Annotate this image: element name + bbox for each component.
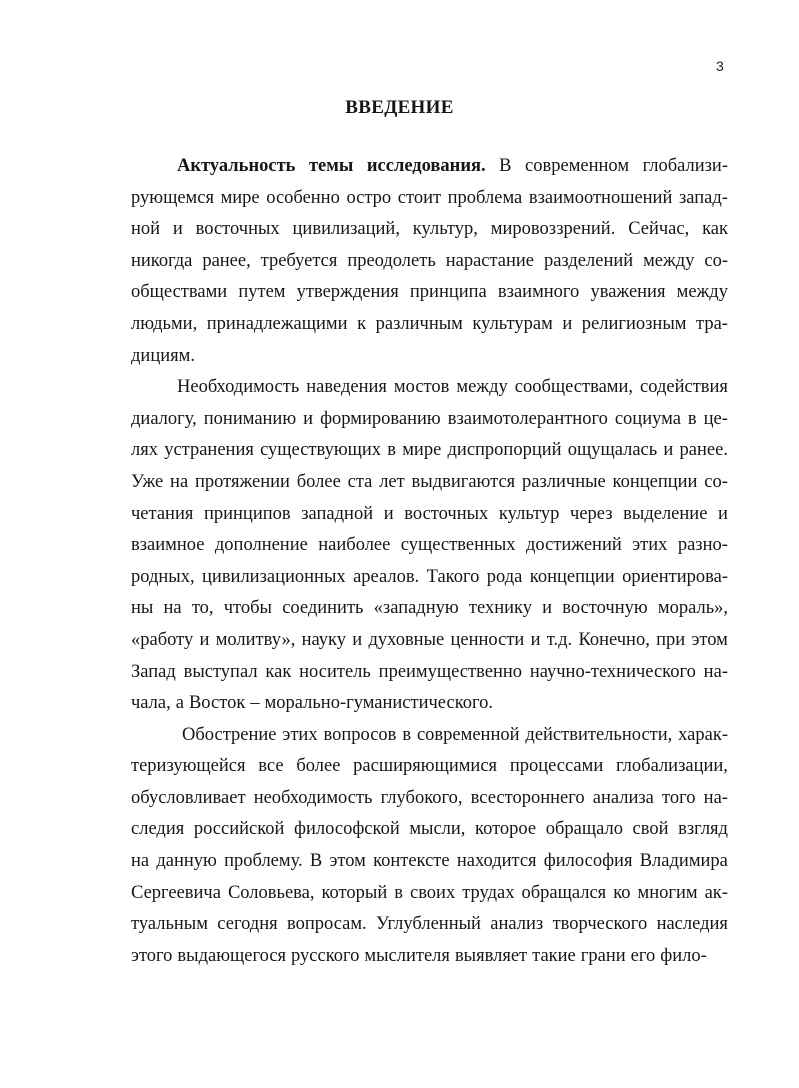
text-line [131, 183, 728, 215]
word: Необходимость [177, 377, 300, 398]
word: существенных [400, 535, 516, 556]
word: дополнение [214, 535, 308, 556]
word: диалогу, [131, 408, 197, 429]
word: выявляет [454, 945, 528, 966]
word: Углубленный [376, 914, 481, 935]
text-line [131, 151, 728, 183]
word: и [199, 629, 210, 650]
word: содействия [640, 377, 728, 398]
word: взаимное [131, 535, 205, 556]
word: остро [346, 187, 392, 208]
word: между [643, 250, 695, 271]
word: рода [486, 566, 523, 587]
text-line [131, 909, 728, 941]
word: и [303, 408, 314, 429]
paragraph [131, 720, 728, 973]
word: морально-гуманистического. [264, 693, 493, 714]
word: Запад [131, 661, 176, 682]
word: родных, [131, 566, 195, 587]
word: Конечно, [578, 629, 650, 650]
text-line [131, 751, 728, 783]
word: анализа [592, 787, 654, 808]
word: ак- [704, 882, 728, 903]
word: Уже [131, 471, 164, 492]
word: принадлежащими [206, 313, 348, 334]
word: культурам [472, 313, 553, 334]
word: философской [294, 819, 400, 840]
word: глобализации, [616, 756, 728, 777]
word: соединить [282, 598, 364, 619]
word: который [321, 882, 388, 903]
word: диспропорций [447, 440, 562, 461]
word: Владимира [639, 851, 728, 872]
word: глобализи- [642, 156, 728, 176]
section-heading: ВВЕДЕНИЕ [345, 97, 454, 118]
word: ориентирова- [622, 566, 728, 587]
word: проблема [447, 187, 523, 208]
word: на- [703, 787, 728, 808]
word: трудах [462, 882, 515, 903]
word: сегодня [217, 914, 278, 935]
word: русского [291, 945, 360, 966]
word: харак- [678, 724, 728, 745]
word: глубокого, [380, 787, 463, 808]
word: стоит [397, 187, 442, 208]
word: между [676, 282, 728, 303]
text-line [131, 341, 728, 373]
word: мире [220, 187, 260, 208]
word: чала, [131, 693, 171, 714]
word: Обострение [182, 724, 277, 745]
word: контексте [373, 851, 450, 872]
word: протяжении [194, 471, 290, 492]
word: ранее. [679, 440, 728, 461]
word: на- [703, 661, 728, 682]
word: многим [637, 882, 698, 903]
text-line [131, 593, 728, 625]
word: на [131, 851, 150, 872]
word: наведения [306, 377, 387, 398]
word: всестороннего [470, 787, 585, 808]
word: культур [498, 503, 560, 524]
text-line [131, 530, 728, 562]
word: социума [614, 408, 681, 429]
word: более [296, 756, 341, 777]
word: наследия [656, 914, 728, 935]
word: религиозным [581, 313, 687, 334]
word: мировоззрений. [490, 219, 616, 240]
word: и [718, 503, 728, 524]
word: в [402, 724, 412, 745]
word: дициям. [131, 345, 195, 366]
word: обусловливает [131, 787, 246, 808]
word: «западную [373, 598, 459, 619]
word: культур, [412, 219, 478, 240]
word: четания [131, 503, 194, 524]
word: и [663, 440, 674, 461]
word: принципов [203, 503, 291, 524]
word: расширяющимися [353, 756, 498, 777]
word: на [163, 598, 182, 619]
word: никогда [131, 250, 193, 271]
word: чтобы [223, 598, 272, 619]
word: теризующейся [131, 756, 246, 777]
word: которое [475, 819, 537, 840]
word: грани [580, 945, 626, 966]
word: вопросам. [286, 914, 367, 935]
word: как [702, 219, 728, 240]
word: со- [704, 471, 728, 492]
text-line [131, 214, 728, 246]
text-line [131, 277, 728, 309]
word: достижений [525, 535, 622, 556]
word: восточных [404, 503, 489, 524]
word: выдающегося [177, 945, 287, 966]
word: то, [191, 598, 214, 619]
word: запад- [678, 187, 728, 208]
word: тра- [696, 313, 728, 334]
word: своих [409, 882, 456, 903]
word: этом [329, 851, 366, 872]
word: принципа [409, 282, 487, 303]
word: современном [525, 156, 630, 176]
word: обществами [131, 282, 228, 303]
word: различным [375, 313, 463, 334]
word: це- [703, 408, 728, 429]
word: выделение [623, 503, 708, 524]
word: выдвигаются [411, 471, 516, 492]
word: цивилизаций, [292, 219, 400, 240]
paragraph [131, 151, 728, 372]
word: сообществами, [514, 377, 634, 398]
word: действительности, [525, 724, 673, 745]
word: выступал [183, 661, 258, 682]
text-line [131, 372, 728, 404]
word: восточных [195, 219, 280, 240]
word: при [656, 629, 686, 650]
word: проблему. [224, 851, 303, 872]
word: формированию [320, 408, 441, 429]
word: различные [521, 471, 606, 492]
text-line [131, 783, 728, 815]
word: в [394, 882, 403, 903]
text-line [131, 814, 728, 846]
word: духовные [368, 629, 445, 650]
word: взаимного [497, 282, 580, 303]
word: и [352, 629, 363, 650]
word: В [499, 156, 512, 176]
word: Сергеевича [131, 882, 221, 903]
text-line [131, 941, 728, 973]
word: преимущественно [378, 661, 522, 682]
text-line [131, 878, 728, 910]
word: ощущалась [567, 440, 658, 461]
word: обращало [545, 819, 623, 840]
text-line [131, 562, 728, 594]
word: взаимоотношений [528, 187, 673, 208]
word: нарастание [445, 250, 535, 271]
text-line [131, 688, 728, 720]
word: такие [532, 945, 576, 966]
word: молитву», [215, 629, 296, 650]
word: ста [347, 471, 373, 492]
bold-lead-word: темы [308, 156, 354, 176]
word: пониманию [203, 408, 297, 429]
word: того [662, 787, 696, 808]
word: концепции [612, 471, 698, 492]
word: и [530, 629, 541, 650]
word: ной [131, 219, 161, 240]
word: и [542, 598, 553, 619]
word: требуется [260, 250, 338, 271]
word: взгляд [678, 819, 728, 840]
word: мыслителя [364, 945, 450, 966]
word: путем [238, 282, 286, 303]
word: носитель [299, 661, 371, 682]
body-text [131, 151, 728, 972]
word: Сейчас, [628, 219, 690, 240]
word: существующих [260, 440, 382, 461]
word: находится [456, 851, 537, 872]
word: ны [131, 598, 154, 619]
word: обращался [521, 882, 607, 903]
word: ареалов. [353, 566, 420, 587]
word: к [357, 313, 367, 334]
word: преодолеть [347, 250, 436, 271]
word: в [687, 408, 697, 429]
word: как [265, 661, 292, 682]
text-line [131, 499, 728, 531]
text-line [131, 404, 728, 436]
word: следия [131, 819, 185, 840]
word: лет [379, 471, 405, 492]
word: и [383, 503, 394, 524]
text-line [131, 467, 728, 499]
text-line [131, 657, 728, 689]
word: фило- [660, 945, 707, 966]
word: туальным [131, 914, 208, 935]
word: восточную [562, 598, 648, 619]
word: научно-технического [529, 661, 696, 682]
word: утверждения [296, 282, 399, 303]
word: этом [691, 629, 728, 650]
word: творческого [552, 914, 648, 935]
word: концепции [529, 566, 615, 587]
word: – [250, 693, 260, 714]
word: мире [402, 440, 442, 461]
word: Соловьева, [227, 882, 315, 903]
word: необходимость [253, 787, 373, 808]
word: мысли, [409, 819, 466, 840]
text-line [131, 625, 728, 657]
word: науку [301, 629, 347, 650]
word: а [175, 693, 184, 714]
word: рующемся [131, 187, 214, 208]
word: взаимотолерантного [447, 408, 608, 429]
word: и [562, 313, 573, 334]
word: ценности [450, 629, 525, 650]
word: разно- [677, 535, 728, 556]
word: через [570, 503, 613, 524]
word: наиболее [318, 535, 391, 556]
word: современной [416, 724, 520, 745]
word: и [172, 219, 183, 240]
page-number: 3 [716, 58, 724, 74]
word: все [258, 756, 284, 777]
word: анализ [490, 914, 544, 935]
word: между [456, 377, 508, 398]
word: разделений [543, 250, 634, 271]
word: процессами [509, 756, 604, 777]
word: этого [131, 945, 173, 966]
text-line [131, 846, 728, 878]
word: свой [632, 819, 669, 840]
text-line [131, 720, 728, 752]
word: лях [131, 440, 158, 461]
word: устранения [164, 440, 254, 461]
word: со- [704, 250, 728, 271]
word: цивилизационных [202, 566, 346, 587]
word: особенно [266, 187, 340, 208]
bold-lead-word: исследования. [366, 156, 486, 176]
word: технику [468, 598, 532, 619]
word: в [387, 440, 397, 461]
word: уважения [590, 282, 666, 303]
word: философия [543, 851, 633, 872]
word: его [630, 945, 656, 966]
word: данную [156, 851, 217, 872]
word: ранее, [202, 250, 251, 271]
word: т.д. [546, 629, 573, 650]
word: людьми, [131, 313, 198, 334]
word: этих [282, 724, 318, 745]
text-line [131, 309, 728, 341]
paragraph [131, 372, 728, 720]
bold-lead-word: Актуальность [177, 156, 296, 176]
word: этих [632, 535, 668, 556]
word: ко [613, 882, 631, 903]
word: «работу [131, 629, 194, 650]
text-line [131, 246, 728, 278]
word: российской [193, 819, 285, 840]
word: вопросов [323, 724, 397, 745]
word: мостов [393, 377, 450, 398]
word: мораль», [657, 598, 728, 619]
word: на [170, 471, 189, 492]
word: Восток [188, 693, 246, 714]
word: западной [301, 503, 374, 524]
text-line [131, 435, 728, 467]
word: В [309, 851, 323, 872]
word: более [296, 471, 341, 492]
word: Такого [426, 566, 480, 587]
